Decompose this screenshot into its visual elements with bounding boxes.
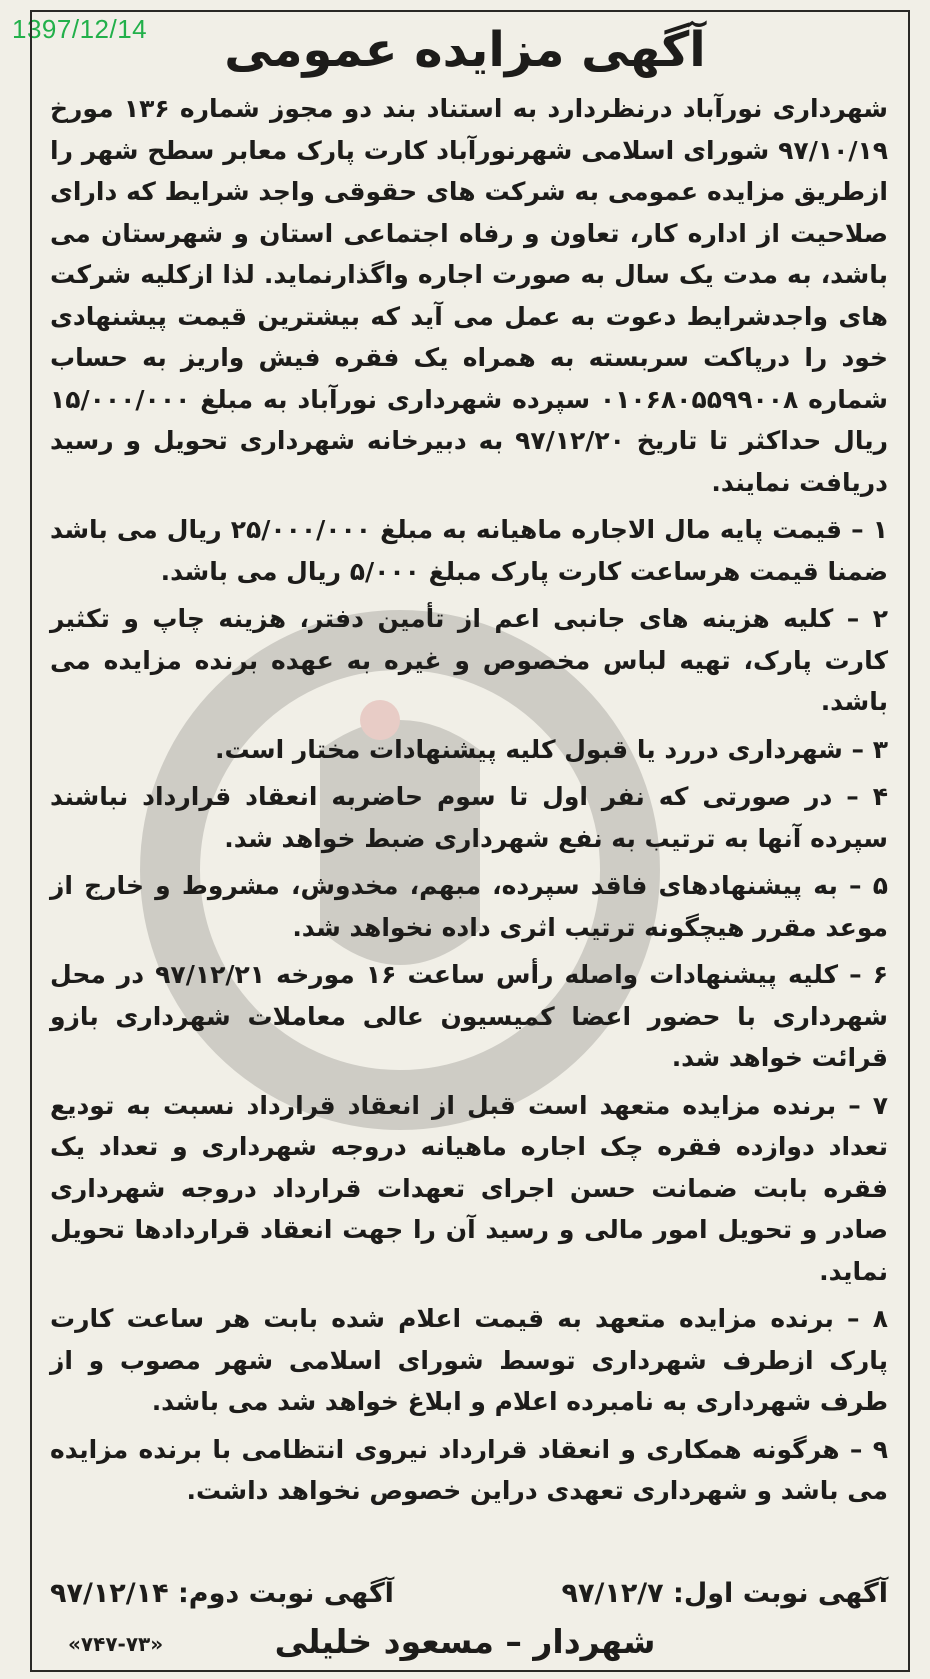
ad-code: «۷۴۷-۷۳» <box>68 1632 164 1656</box>
clause-1: ۱ – قیمت پایه مال الاجاره ماهیانه به مبلغ ۲۵/۰۰۰/۰۰۰ ریال می باشد ضمنا قیمت هرساعت کارت پارک مبلغ ۵/۰۰۰ ریال می باشد. <box>50 515 889 586</box>
publication-dates <box>50 1578 888 1609</box>
second-publication-date: آگهی نوبت دوم: ۹۷/۱۲/۱۴ <box>50 1578 394 1609</box>
signature: شهردار – مسعود خلیلی <box>274 1622 656 1661</box>
notice-body <box>50 88 888 1518</box>
clause-7: ۷ – برنده مزایده متعهد است قبل از انعقاد قرارداد نسبت به تودیع تعداد دوازده فقره چک اجاره ماهیانه دروجه شهرداری و تعداد یک فقره بابت ضمانت حسن اجرای تعهدات قرارداد دروجه شهرداری صادر و تحویل امور مالی و رسید آن را جهت انعقاد قراردادها تحویل نماید. <box>50 1090 888 1286</box>
clause-2: ۲ – کلیه هزینه های جانبی اعم از تأمین دفتر، هزینه چاپ و تکثیر کارت پارک، تهیه لباس مخصوص و غیره به عهده برنده مزایده می باشد. <box>50 604 888 716</box>
intro-paragraph: شهرداری نورآباد درنظردارد به استناد بند دو مجوز شماره ۱۳۶ مورخ ۹۷/۱۰/۱۹ شورای اسلامی شهرنورآباد کارت پارک معابر سطح شهر را ازطریق مزایده عمومی به شرکت های حقوقی واجد شرایط که دارای صلاحیت از اداره کار، تعاون و رفاه اجتماعی استان و شهرستان می باشد، به مدت یک سال به صورت اجاره واگذارنماید. لذا ازکلیه شرکت های واجدشرایط دعوت به عمل می آید که بیشترین قیمت پیشنهادی خود را درپاکت سربسته به همراه یک فقره فیش واریز به حساب شماره ۰۱۰۶۸۰۵۵۹۹۰۰۸ سپرده شهرداری نورآباد به مبلغ ۱۵/۰۰۰/۰۰۰ ریال حداکثر تا تاریخ ۹۷/۱۲/۲۰ به دبیرخانه شهرداری تحویل و رسید دریافت نمایند. <box>50 94 889 497</box>
date-stamp: 1397/12/14 <box>12 14 148 44</box>
clause-4: ۴ – در صورتی که نفر اول تا سوم حاضربه انعقاد قرارداد نباشند سپرده آنها به ترتیب به نفع شهرداری ضبط خواهد شد. <box>50 782 888 853</box>
notice-title: آگهی مزایده عمومی <box>224 22 706 78</box>
clause-9: ۹ – هرگونه همکاری و انعقاد قرارداد نیروی انتظامی با برنده مزایده می باشد و شهرداری تعهدی دراین خصوص نخواهد داشت. <box>50 1434 888 1505</box>
first-publication-date: آگهی نوبت اول: ۹۷/۱۲/۷ <box>561 1578 888 1609</box>
clause-5: ۵ – به پیشنهادهای فاقد سپرده، مبهم، مخدوش، مشروط و خارج از موعد مقرر هیچگونه ترتیب اثری داده نخواهد شد. <box>50 871 888 942</box>
clause-6: ۶ – کلیه پیشنهادات واصله رأس ساعت ۱۶ مورخه ۹۷/۱۲/۲۱ در محل شهرداری با حضور اعضا کمیسیون عالی معاملات شهرداری بازو قرائت خواهد شد. <box>50 960 888 1072</box>
clause-8: ۸ – برنده مزایده متعهد به قیمت اعلام شده بابت هر ساعت کارت پارک ازطرف شهرداری توسط شورای اسلامی شهر مصوب و از طرف شهرداری به نامبرده اعلام و ابلاغ خواهد شد می باشد. <box>50 1304 888 1416</box>
clause-3: ۳ – شهرداری دررد یا قبول کلیه پیشنهادات مختار است. <box>215 734 888 764</box>
